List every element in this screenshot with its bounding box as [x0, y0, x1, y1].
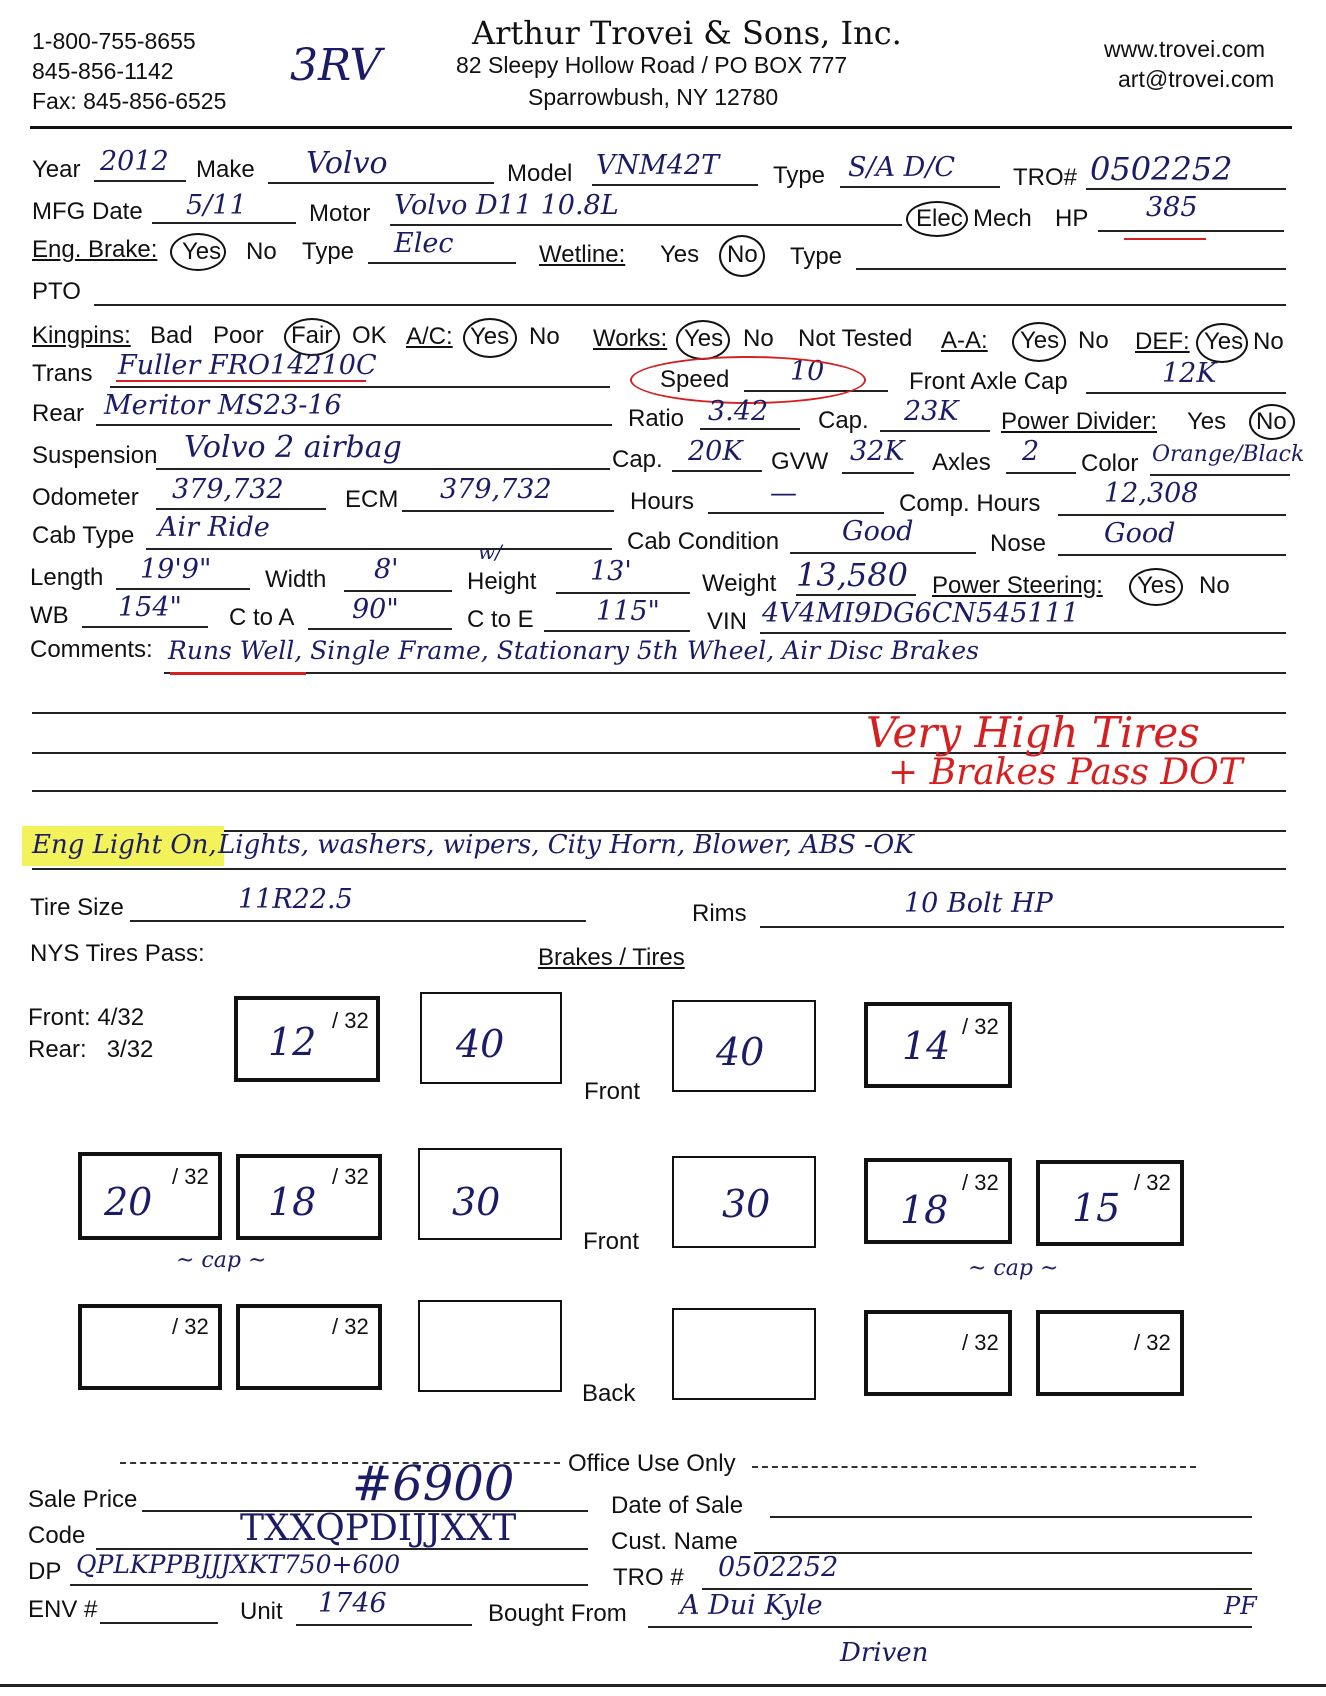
label-elec: Elec [916, 205, 963, 232]
company-email: art@trovei.com [1118, 66, 1275, 92]
tire-row2-ri-value: 18 [900, 1188, 949, 1232]
label-motor: Motor [309, 200, 371, 227]
value-bought-from: A Dui Kyle [680, 1590, 823, 1621]
value-type: S/A D/C [848, 152, 956, 183]
label-length: Length [30, 564, 104, 591]
tire-front-left-per32: / 32 [332, 1008, 369, 1033]
line-hp [1098, 230, 1284, 232]
label-nose: Nose [990, 530, 1047, 557]
circle-aa-yes [1012, 322, 1066, 362]
value-vin: 4V4MI9DG6CN545111 [762, 598, 1080, 629]
value-susp-cap: 20K [688, 436, 743, 467]
brake-row2-right-value: 30 [722, 1182, 771, 1226]
line-susp-cap [672, 470, 762, 472]
label-hours: Hours [630, 488, 695, 515]
value-odometer: 379,732 [172, 474, 284, 505]
label-def: DEF: [1135, 328, 1190, 355]
label-mech: Mech [973, 205, 1032, 232]
value-c-to-e: 115" [596, 596, 660, 627]
brake-box-row3-left[interactable] [418, 1300, 562, 1392]
line-width [344, 590, 452, 592]
line-model [592, 184, 758, 186]
value-rims: 10 Bolt HP [904, 888, 1053, 919]
line-odometer [156, 508, 326, 510]
line-comp-hours [1058, 514, 1286, 516]
label-power-steering-yes: Yes [1137, 572, 1177, 599]
label-cust-name: Cust. Name [611, 1528, 738, 1555]
tire-row2-ro-per32: / 32 [1134, 1170, 1171, 1195]
label-bought-from: Bought From [488, 1600, 627, 1627]
line-mfg-date [152, 222, 296, 224]
red-note-2: + Brakes Pass DOT [888, 752, 1243, 793]
label-def-yes: Yes [1204, 328, 1244, 355]
value-mfg-date: 5/11 [186, 190, 247, 221]
brake-front-right-value: 40 [716, 1030, 765, 1074]
circle-power-divider-no [1249, 404, 1295, 440]
value-nose: Good [1104, 518, 1176, 549]
tire-row2-ro-value: 15 [1072, 1186, 1121, 1230]
label-eng-brake: Eng. Brake: [32, 236, 158, 263]
line-axles [1006, 472, 1076, 474]
line-nose [1058, 554, 1286, 556]
value-trans: Fuller FRO14210C [118, 350, 377, 381]
value-tire-size: 11R22.5 [238, 884, 353, 915]
line-bought-from [648, 1626, 1252, 1628]
line-rear [96, 424, 612, 426]
label-kingpins-ok: OK [352, 322, 387, 349]
label-trans: Trans [32, 360, 93, 387]
hp-red-underline [1124, 238, 1206, 240]
circle-def-yes [1196, 323, 1248, 363]
label-back: Back [582, 1380, 636, 1407]
line-c-to-e [544, 630, 690, 632]
label-power-divider-no: No [1256, 408, 1287, 435]
tire-front-right-value: 14 [902, 1024, 951, 1068]
label-wetline-type: Type [790, 243, 843, 270]
header-fax: Fax: 845-856-6525 [32, 88, 227, 114]
value-speed: 10 [790, 356, 825, 387]
value-axles: 2 [1022, 436, 1040, 467]
trans-red-underline [116, 380, 366, 382]
label-front-2: Front [583, 1228, 640, 1255]
label-rear-spec: Rear: 3/32 [28, 1036, 154, 1063]
value-cab-condition: Good [842, 516, 914, 547]
label-eng-brake-yes: Yes [182, 238, 222, 265]
tire-front-right-per32: / 32 [962, 1014, 999, 1039]
label-date-of-sale: Date of Sale [611, 1492, 744, 1519]
line-date-of-sale [770, 1516, 1252, 1518]
circle-power-steering-yes [1129, 568, 1183, 606]
line-wb [82, 626, 208, 628]
company-name: Arthur Trovei & Sons, Inc. [472, 14, 902, 52]
cap-note-right: ~ cap ~ [968, 1256, 1059, 1281]
line-pto [94, 304, 1286, 306]
label-width: Width [265, 566, 327, 593]
label-rear: Rear [32, 400, 85, 427]
label-def-no: No [1253, 328, 1284, 355]
tire-row2-ri-per32: / 32 [962, 1170, 999, 1195]
label-ac-yes: Yes [470, 323, 510, 350]
value-weight: 13,580 [796, 556, 908, 594]
line-type [840, 186, 1000, 188]
line-weight [796, 594, 916, 596]
label-rear-cap: Cap. [818, 407, 869, 434]
line-comments-6 [32, 868, 1286, 870]
tire-row3-li-per32: / 32 [332, 1314, 369, 1339]
label-works-no: No [743, 325, 774, 352]
label-power-divider: Power Divider: [1001, 408, 1158, 435]
value-rear-cap: 23K [904, 396, 959, 427]
label-ac: A/C: [406, 323, 453, 350]
label-cab-condition: Cab Condition [627, 528, 780, 555]
tire-row3-ri-per32: / 32 [962, 1330, 999, 1355]
office-dash-right [752, 1466, 1196, 1468]
label-eng-brake-no: No [246, 238, 277, 265]
label-front-axle-cap: Front Axle Cap [909, 368, 1068, 395]
label-type: Type [773, 162, 826, 189]
label-power-divider-yes: Yes [1187, 408, 1227, 435]
brake-front-left-value: 40 [456, 1022, 505, 1066]
label-wetline-no: No [727, 241, 758, 268]
label-wb: WB [30, 602, 69, 629]
header-phone1: 1-800-755-8655 [32, 28, 196, 54]
label-front-spec: Front: 4/32 [28, 1004, 145, 1031]
label-unit: Unit [240, 1598, 283, 1625]
value-pf: PF [1224, 1592, 1257, 1620]
value-gvw: 32K [850, 436, 905, 467]
label-dp: DP [28, 1558, 62, 1585]
tire-row3-lo-per32: / 32 [172, 1314, 209, 1339]
label-kingpins: Kingpins: [32, 322, 131, 349]
label-color: Color [1081, 450, 1139, 477]
label-tire-size: Tire Size [30, 894, 124, 921]
label-ac-no: No [529, 323, 560, 350]
cap-note-left: ~ cap ~ [176, 1248, 267, 1273]
label-tro2: TRO # [613, 1564, 684, 1591]
value-width: 8' [374, 554, 399, 585]
line-env [100, 1622, 218, 1624]
value-code: TXXQPDIJJXXT [240, 1508, 517, 1549]
label-susp-cap: Cap. [612, 446, 663, 473]
line-eng-brake-type [368, 262, 516, 264]
line-ecm [402, 510, 614, 512]
company-address1: 82 Sleepy Hollow Road / PO BOX 777 [456, 52, 848, 78]
line-gvw [842, 472, 914, 474]
tire-row2-lo-value: 20 [104, 1180, 153, 1224]
value-model: VNM42T [596, 150, 720, 181]
value-year: 2012 [100, 146, 169, 177]
value-ecm: 379,732 [440, 474, 552, 505]
value-color: Orange/Black [1152, 442, 1305, 467]
label-c-to-a: C to A [229, 604, 295, 631]
brake-row2-left-value: 30 [452, 1180, 501, 1224]
line-color [1150, 474, 1290, 476]
label-aa-yes: Yes [1020, 327, 1060, 354]
line-front-axle-cap [1086, 392, 1286, 394]
label-not-tested: Not Tested [798, 325, 913, 352]
label-c-to-e: C to E [467, 606, 534, 633]
value-unit: 1746 [318, 1588, 387, 1619]
value-driven: Driven [840, 1638, 929, 1668]
line-hours [708, 512, 884, 514]
label-kingpins-bad: Bad [150, 322, 193, 349]
label-rims: Rims [692, 900, 747, 927]
line-cab-type [146, 548, 612, 550]
label-brakes-tires: Brakes / Tires [538, 944, 685, 971]
label-tro: TRO# [1013, 164, 1078, 191]
label-kingpins-fair: Fair [291, 322, 333, 349]
circle-eng-brake-yes [170, 233, 226, 271]
label-comp-hours: Comp. Hours [899, 490, 1041, 517]
label-axles: Axles [932, 449, 991, 476]
label-speed: Speed [660, 366, 730, 393]
label-power-steering: Power Steering: [932, 572, 1103, 599]
value-comp-hours: 12,308 [1104, 478, 1199, 509]
value-height-note: w/ [478, 540, 502, 564]
value-comments: Runs Well, Single Frame, Stationary 5th Wheel, Air Disc Brakes [168, 636, 979, 665]
label-env: ENV # [28, 1596, 98, 1623]
label-make: Make [196, 156, 255, 183]
value-dp: QPLKPPBJJJXKT750+600 [76, 1550, 401, 1579]
label-front-1: Front [584, 1078, 641, 1105]
line-rims [760, 926, 1284, 928]
value-tro: 0502252 [1090, 150, 1233, 188]
tire-front-left-value: 12 [268, 1020, 317, 1064]
circle-wetline-no [719, 235, 765, 277]
label-mfg-date: MFG Date [32, 198, 143, 225]
line-c-to-a [308, 628, 452, 630]
value-length: 19'9" [140, 554, 212, 585]
label-gvw: GVW [771, 448, 829, 475]
value-motor: Volvo D11 10.8L [394, 190, 619, 221]
label-wetline-yes: Yes [660, 241, 700, 268]
label-hp: HP [1055, 205, 1089, 232]
label-odometer: Odometer [32, 484, 139, 511]
label-model: Model [507, 160, 573, 187]
brake-box-row3-right[interactable] [672, 1308, 816, 1400]
tire-row2-li-value: 18 [268, 1180, 317, 1224]
tire-row2-li-per32: / 32 [332, 1164, 369, 1189]
line-make [268, 182, 494, 184]
label-aa: A-A: [941, 327, 988, 354]
label-kingpins-poor: Poor [213, 322, 264, 349]
label-sale-price: Sale Price [28, 1486, 138, 1513]
value-height: 13' [590, 556, 632, 587]
bottom-rule [0, 1684, 1326, 1687]
line-tro [1086, 188, 1286, 190]
header-rule [30, 126, 1292, 129]
line-trans [110, 386, 610, 388]
line-cab-condition [790, 552, 976, 554]
value-suspension: Volvo 2 airbag [184, 430, 402, 465]
value-cab-type: Air Ride [158, 512, 270, 543]
value-hours: — [770, 478, 797, 509]
line-comments-1 [164, 672, 1286, 674]
red-note-1: Very High Tires [866, 708, 1200, 757]
value-eng-brake-type: Elec [394, 228, 454, 259]
label-pto: PTO [32, 278, 81, 305]
label-weight: Weight [702, 570, 777, 597]
line-dp [70, 1584, 588, 1586]
label-vin: VIN [707, 608, 748, 635]
label-wetline: Wetline: [539, 241, 626, 268]
label-year: Year [32, 156, 81, 183]
label-nys-tires: NYS Tires Pass: [30, 940, 205, 967]
line-length [116, 588, 250, 590]
line-ratio [700, 428, 800, 430]
value-make: Volvo [306, 146, 388, 181]
label-comments: Comments: [30, 636, 153, 663]
value-hp: 385 [1146, 192, 1198, 223]
circle-ac-yes [463, 318, 517, 358]
company-web: www.trovei.com [1104, 36, 1266, 62]
comments-red-underline [170, 672, 306, 675]
label-works: Works: [593, 325, 668, 352]
label-ratio: Ratio [628, 405, 685, 432]
label-ecm: ECM [345, 486, 399, 513]
value-wb: 154" [118, 592, 182, 623]
line-suspension [156, 468, 610, 470]
value-c-to-a: 90" [352, 594, 399, 625]
value-tro2: 0502252 [718, 1552, 839, 1583]
circle-works-yes [676, 320, 730, 360]
value-eng-light-rest: Lights, washers, wipers, City Horn, Blower, ABS -OK [218, 830, 914, 860]
line-year [94, 180, 186, 182]
tire-row3-ro-per32: / 32 [1134, 1330, 1171, 1355]
line-rear-cap [880, 430, 990, 432]
value-rear: Meritor MS23-16 [104, 390, 342, 421]
line-tire-size [130, 920, 586, 922]
label-power-steering-no: No [1199, 572, 1230, 599]
label-code: Code [28, 1522, 86, 1549]
label-suspension: Suspension [32, 442, 158, 469]
label-cab-type: Cab Type [32, 522, 135, 549]
label-eng-brake-type: Type [302, 238, 355, 265]
value-front-axle-cap: 12K [1162, 358, 1217, 389]
header-phone2: 845-856-1142 [32, 58, 174, 84]
label-works-yes: Yes [684, 325, 724, 352]
value-eng-light: Eng Light On, [32, 830, 217, 860]
company-address2: Sparrowbush, NY 12780 [528, 84, 779, 110]
line-vin [760, 632, 1286, 634]
line-unit [296, 1624, 472, 1626]
line-motor [390, 224, 902, 226]
line-height [556, 592, 690, 594]
label-aa-no: No [1078, 327, 1109, 354]
label-office-use: Office Use Only [568, 1450, 736, 1477]
value-ratio: 3.42 [708, 396, 769, 427]
label-height: Height [467, 568, 537, 595]
circle-elec [906, 201, 968, 237]
tire-row2-lo-per32: / 32 [172, 1164, 209, 1189]
header-stamp: 3RV [290, 40, 382, 91]
value-sale-price: #6900 [352, 1456, 515, 1512]
line-wetline-type [856, 268, 1286, 270]
